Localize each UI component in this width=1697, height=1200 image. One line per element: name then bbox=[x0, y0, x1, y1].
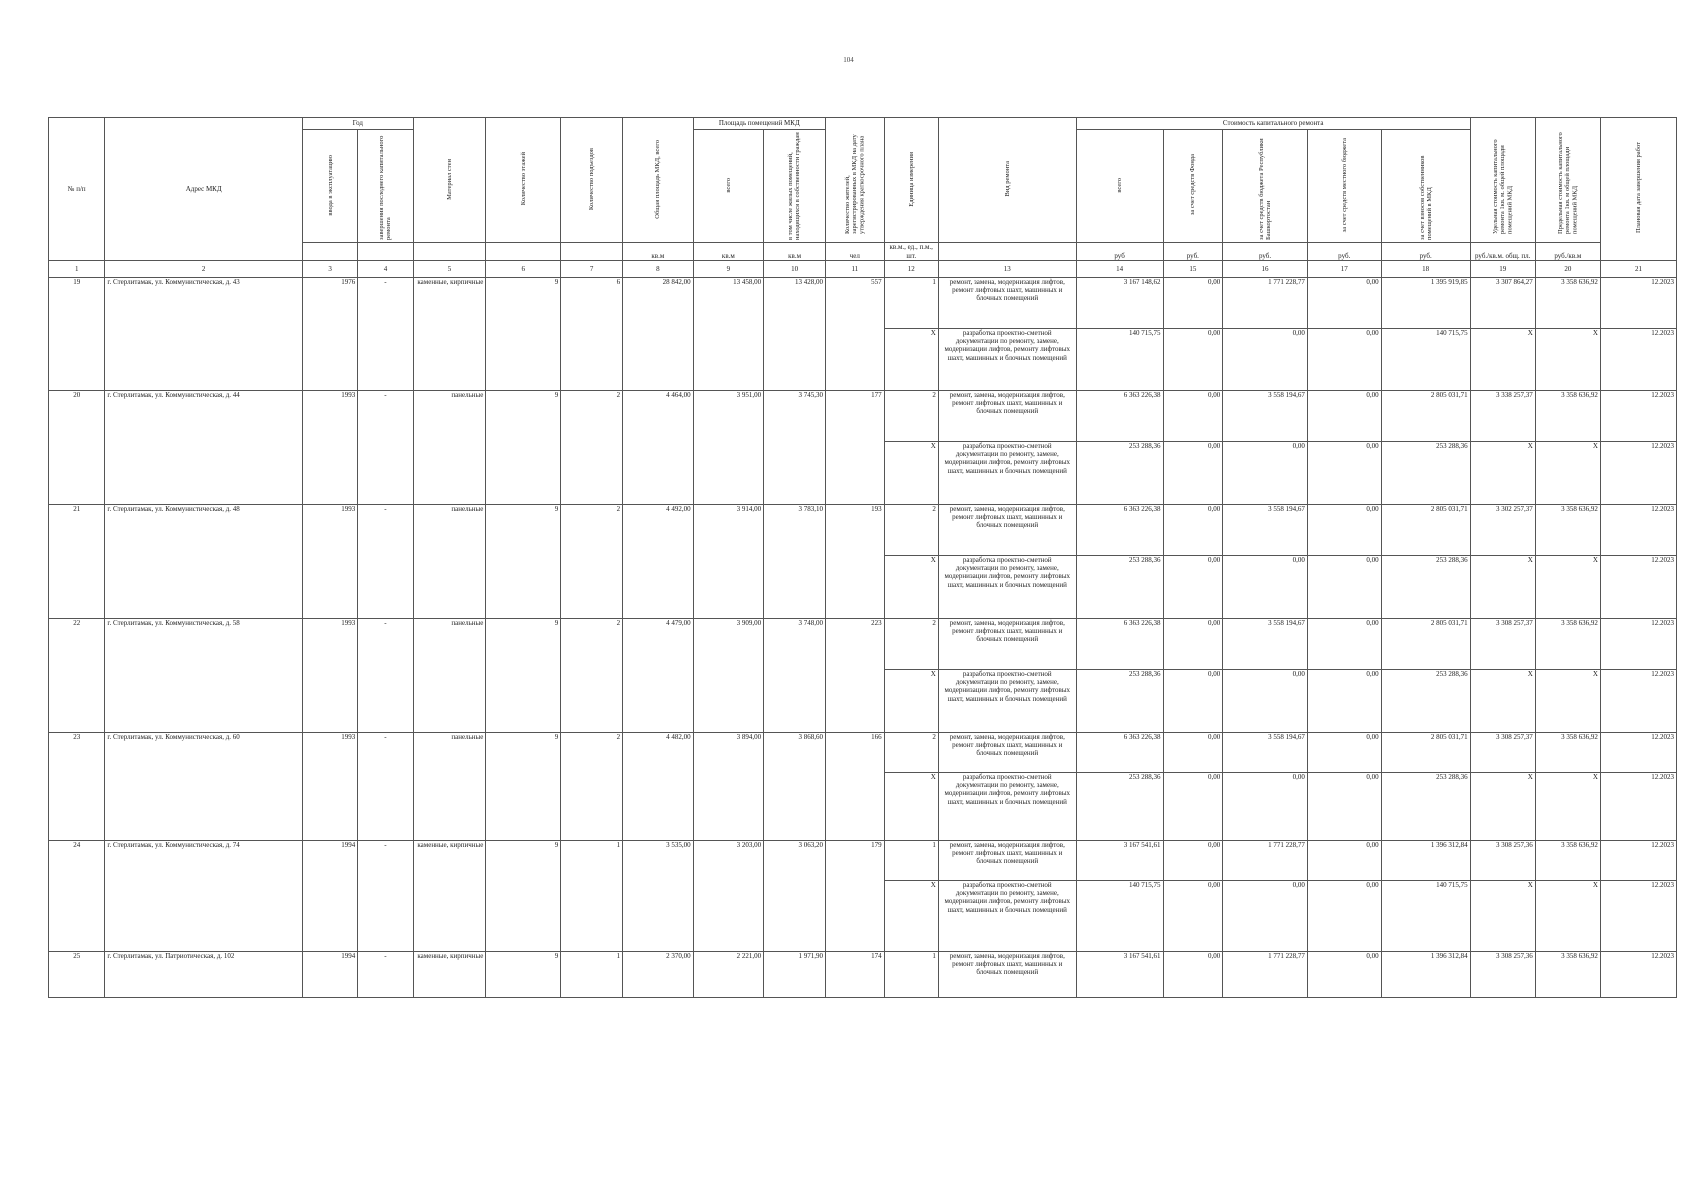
cost-republic-cell: 1 771 228,77 bbox=[1223, 277, 1308, 328]
cost-fund-cell: 0,00 bbox=[1163, 277, 1223, 328]
col-index: 13 bbox=[938, 260, 1076, 277]
residents-cell: 223 bbox=[826, 618, 885, 732]
unit-measure: кв.м., ед., п.м., шт. bbox=[884, 243, 938, 261]
work-type-cell: ремонт, замена, модернизация лифтов, ремонт лифтовых шахт, машинных и блочных помещений bbox=[938, 840, 1076, 880]
max-cost-cell: 3 358 636,92 bbox=[1535, 277, 1600, 328]
deadline-cell: 12.2023 bbox=[1600, 328, 1676, 390]
col-index: 18 bbox=[1381, 260, 1470, 277]
cost-owners-cell: 2 805 031,71 bbox=[1381, 732, 1470, 772]
material-cell: каменные, кирпичные bbox=[413, 840, 486, 951]
owned-area-cell: 3 745,30 bbox=[764, 390, 826, 504]
work-type-cell: ремонт, замена, модернизация лифтов, ремонт лифтовых шахт, машинных и блочных помещений bbox=[938, 277, 1076, 328]
quantity-cell: 1 bbox=[884, 277, 938, 328]
max-cost-cell: X bbox=[1535, 669, 1600, 732]
residents-cell: 166 bbox=[826, 732, 885, 840]
unit-cost-local: руб. bbox=[1307, 243, 1381, 261]
table-row bbox=[49, 390, 1677, 441]
premises-cell: 3 894,00 bbox=[693, 732, 764, 840]
cost-republic-cell: 0,00 bbox=[1223, 555, 1308, 618]
cost-local-cell: 0,00 bbox=[1307, 840, 1381, 880]
address-cell: г. Стерлитамак, ул. Коммунистическая, д. 44 bbox=[105, 390, 303, 504]
header-cost-owners: за счет взносов собственников помещений в МКД bbox=[1381, 130, 1470, 243]
entrances-cell: 2 bbox=[561, 618, 623, 732]
table-row bbox=[49, 732, 1677, 772]
max-cost-cell: 3 358 636,92 bbox=[1535, 618, 1600, 669]
col-index: 19 bbox=[1470, 260, 1535, 277]
unit-premises: кв.м bbox=[693, 243, 764, 261]
quantity-cell: 2 bbox=[884, 390, 938, 441]
unit-cost-cell: 3 338 257,37 bbox=[1470, 390, 1535, 441]
cost-local-cell: 0,00 bbox=[1307, 880, 1381, 951]
deadline-cell: 12.2023 bbox=[1600, 840, 1676, 880]
header-cost-group: Стоимость капитального ремонта bbox=[1076, 118, 1470, 130]
header-premises-total: всего bbox=[693, 130, 764, 243]
cost-fund-cell: 0,00 bbox=[1163, 732, 1223, 772]
unit-year-repair bbox=[358, 243, 413, 261]
cost-local-cell: 0,00 bbox=[1307, 277, 1381, 328]
cost-local-cell: 0,00 bbox=[1307, 951, 1381, 997]
page-number: 104 bbox=[843, 56, 854, 64]
header-entrances: Количество подъездов bbox=[561, 118, 623, 243]
entrances-cell: 2 bbox=[561, 504, 623, 618]
unit-max-cost: руб./кв.м bbox=[1535, 243, 1600, 261]
cost-fund-cell: 0,00 bbox=[1163, 772, 1223, 840]
row-number: 22 bbox=[49, 618, 105, 732]
entrances-cell: 1 bbox=[561, 951, 623, 997]
cost-republic-cell: 3 558 194,67 bbox=[1223, 504, 1308, 555]
cost-total-cell: 140 715,75 bbox=[1076, 880, 1163, 951]
col-index: 5 bbox=[413, 260, 486, 277]
cost-republic-cell: 1 771 228,77 bbox=[1223, 840, 1308, 880]
deadline-cell: 12.2023 bbox=[1600, 772, 1676, 840]
col-index: 12 bbox=[884, 260, 938, 277]
table-body bbox=[49, 277, 1677, 997]
quantity-cell: 1 bbox=[884, 840, 938, 880]
quantity-cell: 2 bbox=[884, 504, 938, 555]
entrances-cell: 2 bbox=[561, 732, 623, 840]
year-repair-cell: - bbox=[358, 840, 413, 951]
work-type-cell: разработка проектно-сметной документации по ремонту, замене, модернизации лифтов, ремонту лифтовых шахт, машинных и блочных помещений bbox=[938, 669, 1076, 732]
premises-cell: 3 951,00 bbox=[693, 390, 764, 504]
work-type-cell: разработка проектно-сметной документации по ремонту, замене, модернизации лифтов, ремонту лифтовых шахт, машинных и блочных помещений bbox=[938, 880, 1076, 951]
quantity-cell: X bbox=[884, 441, 938, 504]
unit-cost-cell: 3 308 257,37 bbox=[1470, 618, 1535, 669]
max-cost-cell: X bbox=[1535, 880, 1600, 951]
material-cell: каменные, кирпичные bbox=[413, 951, 486, 997]
deadline-cell: 12.2023 bbox=[1600, 951, 1676, 997]
header-unit-cost: Удельная стоимость капитального ремонта 1кв. м. общей площади помещений МКД bbox=[1470, 118, 1535, 243]
cost-local-cell: 0,00 bbox=[1307, 732, 1381, 772]
col-index: 14 bbox=[1076, 260, 1163, 277]
unit-cost-owners: руб. bbox=[1381, 243, 1470, 261]
owned-area-cell: 3 868,60 bbox=[764, 732, 826, 840]
unit-cost-cell: 3 308 257,36 bbox=[1470, 840, 1535, 880]
cost-owners-cell: 253 288,36 bbox=[1381, 441, 1470, 504]
header-cost-local: за счет средств местного бюджета bbox=[1307, 130, 1381, 243]
unit-cost-cell: 3 307 864,27 bbox=[1470, 277, 1535, 328]
unit-cost-cell: X bbox=[1470, 880, 1535, 951]
col-index: 21 bbox=[1600, 260, 1676, 277]
year-repair-cell: - bbox=[358, 277, 413, 390]
row-number: 19 bbox=[49, 277, 105, 390]
owned-area-cell: 13 428,00 bbox=[764, 277, 826, 390]
cost-owners-cell: 140 715,75 bbox=[1381, 328, 1470, 390]
table-row bbox=[49, 277, 1677, 328]
total-area-cell: 4 482,00 bbox=[623, 732, 694, 840]
work-type-cell: ремонт, замена, модернизация лифтов, ремонт лифтовых шахт, машинных и блочных помещений bbox=[938, 732, 1076, 772]
cost-owners-cell: 2 805 031,71 bbox=[1381, 390, 1470, 441]
header-year-last-repair: завершения последнего капитального ремонта bbox=[358, 130, 413, 243]
unit-cost-republic: руб. bbox=[1223, 243, 1308, 261]
cost-republic-cell: 3 558 194,67 bbox=[1223, 732, 1308, 772]
cost-total-cell: 6 363 226,38 bbox=[1076, 504, 1163, 555]
total-area-cell: 4 479,00 bbox=[623, 618, 694, 732]
cost-owners-cell: 253 288,36 bbox=[1381, 669, 1470, 732]
repair-plan-table-wrapper bbox=[48, 117, 1677, 998]
col-index: 9 bbox=[693, 260, 764, 277]
cost-local-cell: 0,00 bbox=[1307, 390, 1381, 441]
premises-cell: 2 221,00 bbox=[693, 951, 764, 997]
deadline-cell: 12.2023 bbox=[1600, 277, 1676, 328]
unit-area: кв.м bbox=[623, 243, 694, 261]
address-cell: г. Стерлитамак, ул. Коммунистическая, д. 74 bbox=[105, 840, 303, 951]
work-type-cell: ремонт, замена, модернизация лифтов, ремонт лифтовых шахт, машинных и блочных помещений bbox=[938, 504, 1076, 555]
quantity-cell: X bbox=[884, 772, 938, 840]
address-cell: г. Стерлитамак, ул. Коммунистическая, д. 48 bbox=[105, 504, 303, 618]
cost-total-cell: 140 715,75 bbox=[1076, 328, 1163, 390]
max-cost-cell: X bbox=[1535, 441, 1600, 504]
cost-fund-cell: 0,00 bbox=[1163, 669, 1223, 732]
cost-fund-cell: 0,00 bbox=[1163, 504, 1223, 555]
unit-entrances bbox=[561, 243, 623, 261]
address-cell: г. Стерлитамак, ул. Патриотическая, д. 102 bbox=[105, 951, 303, 997]
year-built-cell: 1976 bbox=[302, 277, 357, 390]
col-index: 7 bbox=[561, 260, 623, 277]
cost-total-cell: 3 167 148,62 bbox=[1076, 277, 1163, 328]
cost-fund-cell: 0,00 bbox=[1163, 555, 1223, 618]
cost-total-cell: 6 363 226,38 bbox=[1076, 732, 1163, 772]
max-cost-cell: 3 358 636,92 bbox=[1535, 504, 1600, 555]
material-cell: панельные bbox=[413, 618, 486, 732]
residents-cell: 177 bbox=[826, 390, 885, 504]
col-index: 4 bbox=[358, 260, 413, 277]
deadline-cell: 12.2023 bbox=[1600, 555, 1676, 618]
cost-owners-cell: 2 805 031,71 bbox=[1381, 504, 1470, 555]
header-year-group: Год bbox=[302, 118, 413, 130]
cost-total-cell: 3 167 541,61 bbox=[1076, 951, 1163, 997]
unit-work bbox=[938, 243, 1076, 261]
year-built-cell: 1993 bbox=[302, 504, 357, 618]
cost-republic-cell: 0,00 bbox=[1223, 880, 1308, 951]
col-index: 15 bbox=[1163, 260, 1223, 277]
header-premises-owned: в том числе жилых помещений, находящихся в собственности граждан bbox=[764, 130, 826, 243]
premises-cell: 13 458,00 bbox=[693, 277, 764, 390]
deadline-cell: 12.2023 bbox=[1600, 618, 1676, 669]
deadline-cell: 12.2023 bbox=[1600, 732, 1676, 772]
address-cell: г. Стерлитамак, ул. Коммунистическая, д. 60 bbox=[105, 732, 303, 840]
cost-republic-cell: 1 771 228,77 bbox=[1223, 951, 1308, 997]
unit-year-built bbox=[302, 243, 357, 261]
header-address: Адрес МКД bbox=[105, 118, 303, 261]
cost-republic-cell: 0,00 bbox=[1223, 772, 1308, 840]
floors-cell: 9 bbox=[486, 504, 561, 618]
cost-republic-cell: 3 558 194,67 bbox=[1223, 390, 1308, 441]
col-index: 20 bbox=[1535, 260, 1600, 277]
max-cost-cell: 3 358 636,92 bbox=[1535, 732, 1600, 772]
deadline-cell: 12.2023 bbox=[1600, 441, 1676, 504]
unit-residents: чел bbox=[826, 243, 885, 261]
cost-local-cell: 0,00 bbox=[1307, 669, 1381, 732]
header-deadline: Плановая дата завершения работ bbox=[1600, 118, 1676, 261]
owned-area-cell: 3 783,10 bbox=[764, 504, 826, 618]
header-work-type: Вид ремонта bbox=[938, 118, 1076, 243]
quantity-cell: X bbox=[884, 328, 938, 390]
header-total-area: Общая площадь МКД, всего bbox=[623, 118, 694, 243]
cost-local-cell: 0,00 bbox=[1307, 555, 1381, 618]
quantity-cell: X bbox=[884, 669, 938, 732]
entrances-cell: 1 bbox=[561, 840, 623, 951]
cost-fund-cell: 0,00 bbox=[1163, 880, 1223, 951]
quantity-cell: X bbox=[884, 880, 938, 951]
table-row bbox=[49, 840, 1677, 880]
row-number: 24 bbox=[49, 840, 105, 951]
residents-cell: 557 bbox=[826, 277, 885, 390]
year-built-cell: 1994 bbox=[302, 840, 357, 951]
work-type-cell: ремонт, замена, модернизация лифтов, ремонт лифтовых шахт, машинных и блочных помещений bbox=[938, 951, 1076, 997]
header-floors: Количество этажей bbox=[486, 118, 561, 243]
work-type-cell: разработка проектно-сметной документации по ремонту, замене, модернизации лифтов, ремонту лифтовых шахт, машинных и блочных помещений bbox=[938, 555, 1076, 618]
cost-republic-cell: 0,00 bbox=[1223, 441, 1308, 504]
deadline-cell: 12.2023 bbox=[1600, 504, 1676, 555]
unit-unit-cost: руб./кв.м. общ. пл. bbox=[1470, 243, 1535, 261]
owned-area-cell: 3 063,20 bbox=[764, 840, 826, 951]
unit-cost-cell: 3 308 257,36 bbox=[1470, 951, 1535, 997]
cost-republic-cell: 0,00 bbox=[1223, 328, 1308, 390]
cost-local-cell: 0,00 bbox=[1307, 504, 1381, 555]
column-index-row bbox=[49, 260, 1677, 277]
quantity-cell: X bbox=[884, 555, 938, 618]
quantity-cell: 2 bbox=[884, 618, 938, 669]
cost-local-cell: 0,00 bbox=[1307, 328, 1381, 390]
total-area-cell: 4 492,00 bbox=[623, 504, 694, 618]
year-built-cell: 1993 bbox=[302, 732, 357, 840]
table-row bbox=[49, 618, 1677, 669]
floors-cell: 9 bbox=[486, 732, 561, 840]
residents-cell: 174 bbox=[826, 951, 885, 997]
owned-area-cell: 3 748,00 bbox=[764, 618, 826, 732]
row-number: 21 bbox=[49, 504, 105, 618]
header-max-cost: Предельная стоимость капитального ремонта 1кв. м общей площади помещений МКД bbox=[1535, 118, 1600, 243]
header-year-built: ввода в эксплуатацию bbox=[302, 130, 357, 243]
material-cell: панельные bbox=[413, 732, 486, 840]
cost-total-cell: 6 363 226,38 bbox=[1076, 618, 1163, 669]
total-area-cell: 28 842,00 bbox=[623, 277, 694, 390]
cost-owners-cell: 1 395 919,85 bbox=[1381, 277, 1470, 328]
repair-plan-table bbox=[48, 117, 1677, 998]
cost-local-cell: 0,00 bbox=[1307, 772, 1381, 840]
cost-fund-cell: 0,00 bbox=[1163, 840, 1223, 880]
floors-cell: 9 bbox=[486, 390, 561, 504]
residents-cell: 179 bbox=[826, 840, 885, 951]
header-unit-measure: Единица измерения bbox=[884, 118, 938, 243]
unit-cost-cell: X bbox=[1470, 555, 1535, 618]
unit-material bbox=[413, 243, 486, 261]
max-cost-cell: 3 358 636,92 bbox=[1535, 390, 1600, 441]
cost-fund-cell: 0,00 bbox=[1163, 618, 1223, 669]
material-cell: панельные bbox=[413, 504, 486, 618]
year-built-cell: 1993 bbox=[302, 618, 357, 732]
cost-fund-cell: 0,00 bbox=[1163, 390, 1223, 441]
quantity-cell: 2 bbox=[884, 732, 938, 772]
floors-cell: 9 bbox=[486, 951, 561, 997]
cost-owners-cell: 1 396 312,84 bbox=[1381, 840, 1470, 880]
cost-fund-cell: 0,00 bbox=[1163, 441, 1223, 504]
col-index: 2 bbox=[105, 260, 303, 277]
premises-cell: 3 914,00 bbox=[693, 504, 764, 618]
cost-fund-cell: 0,00 bbox=[1163, 328, 1223, 390]
total-area-cell: 2 370,00 bbox=[623, 951, 694, 997]
col-index: 10 bbox=[764, 260, 826, 277]
floors-cell: 9 bbox=[486, 277, 561, 390]
year-repair-cell: - bbox=[358, 951, 413, 997]
floors-cell: 9 bbox=[486, 618, 561, 732]
floors-cell: 9 bbox=[486, 840, 561, 951]
cost-owners-cell: 253 288,36 bbox=[1381, 555, 1470, 618]
header-cost-total: всего bbox=[1076, 130, 1163, 243]
col-index: 11 bbox=[826, 260, 885, 277]
header-premises-group: Площадь помещений МКД bbox=[693, 118, 825, 130]
entrances-cell: 2 bbox=[561, 390, 623, 504]
col-index: 6 bbox=[486, 260, 561, 277]
year-built-cell: 1993 bbox=[302, 390, 357, 504]
unit-cost-fund: руб. bbox=[1163, 243, 1223, 261]
quantity-cell: 1 bbox=[884, 951, 938, 997]
header-material: Материал стен bbox=[413, 118, 486, 243]
cost-owners-cell: 253 288,36 bbox=[1381, 772, 1470, 840]
max-cost-cell: X bbox=[1535, 328, 1600, 390]
cost-owners-cell: 2 805 031,71 bbox=[1381, 618, 1470, 669]
unit-cost-total: руб bbox=[1076, 243, 1163, 261]
premises-cell: 3 909,00 bbox=[693, 618, 764, 732]
cost-republic-cell: 3 558 194,67 bbox=[1223, 618, 1308, 669]
max-cost-cell: X bbox=[1535, 555, 1600, 618]
work-type-cell: ремонт, замена, модернизация лифтов, ремонт лифтовых шахт, машинных и блочных помещений bbox=[938, 618, 1076, 669]
work-type-cell: ремонт, замена, модернизация лифтов, ремонт лифтовых шахт, машинных и блочных помещений bbox=[938, 390, 1076, 441]
material-cell: панельные bbox=[413, 390, 486, 504]
work-type-cell: разработка проектно-сметной документации по ремонту, замене, модернизации лифтов, ремонту лифтовых шахт, машинных и блочных помещений bbox=[938, 441, 1076, 504]
cost-local-cell: 0,00 bbox=[1307, 618, 1381, 669]
header-cost-fund: за счет средств Фонда bbox=[1163, 130, 1223, 243]
row-number: 20 bbox=[49, 390, 105, 504]
cost-total-cell: 3 167 541,61 bbox=[1076, 840, 1163, 880]
deadline-cell: 12.2023 bbox=[1600, 390, 1676, 441]
col-index: 1 bbox=[49, 260, 105, 277]
cost-total-cell: 6 363 226,38 bbox=[1076, 390, 1163, 441]
table-row bbox=[49, 951, 1677, 997]
col-index: 16 bbox=[1223, 260, 1308, 277]
cost-total-cell: 253 288,36 bbox=[1076, 555, 1163, 618]
address-cell: г. Стерлитамак, ул. Коммунистическая, д. 43 bbox=[105, 277, 303, 390]
year-built-cell: 1994 bbox=[302, 951, 357, 997]
row-number: 23 bbox=[49, 732, 105, 840]
unit-cost-cell: 3 302 257,37 bbox=[1470, 504, 1535, 555]
unit-cost-cell: X bbox=[1470, 669, 1535, 732]
cost-local-cell: 0,00 bbox=[1307, 441, 1381, 504]
unit-owned: кв.м bbox=[764, 243, 826, 261]
owned-area-cell: 1 971,90 bbox=[764, 951, 826, 997]
cost-total-cell: 253 288,36 bbox=[1076, 441, 1163, 504]
address-cell: г. Стерлитамак, ул. Коммунистическая, д. 58 bbox=[105, 618, 303, 732]
total-area-cell: 4 464,00 bbox=[623, 390, 694, 504]
col-index: 17 bbox=[1307, 260, 1381, 277]
cost-republic-cell: 0,00 bbox=[1223, 669, 1308, 732]
cost-fund-cell: 0,00 bbox=[1163, 951, 1223, 997]
cost-total-cell: 253 288,36 bbox=[1076, 669, 1163, 732]
row-number: 25 bbox=[49, 951, 105, 997]
year-repair-cell: - bbox=[358, 732, 413, 840]
cost-total-cell: 253 288,36 bbox=[1076, 772, 1163, 840]
unit-cost-cell: X bbox=[1470, 772, 1535, 840]
col-index: 3 bbox=[302, 260, 357, 277]
material-cell: каменные, кирпичные bbox=[413, 277, 486, 390]
work-type-cell: разработка проектно-сметной документации по ремонту, замене, модернизации лифтов, ремонту лифтовых шахт, машинных и блочных помещений bbox=[938, 328, 1076, 390]
premises-cell: 3 203,00 bbox=[693, 840, 764, 951]
max-cost-cell: 3 358 636,92 bbox=[1535, 951, 1600, 997]
cost-owners-cell: 140 715,75 bbox=[1381, 880, 1470, 951]
max-cost-cell: 3 358 636,92 bbox=[1535, 840, 1600, 880]
cost-owners-cell: 1 396 312,84 bbox=[1381, 951, 1470, 997]
unit-cost-cell: X bbox=[1470, 328, 1535, 390]
table-row bbox=[49, 504, 1677, 555]
total-area-cell: 3 535,00 bbox=[623, 840, 694, 951]
max-cost-cell: X bbox=[1535, 772, 1600, 840]
unit-cost-cell: X bbox=[1470, 441, 1535, 504]
year-repair-cell: - bbox=[358, 504, 413, 618]
residents-cell: 193 bbox=[826, 504, 885, 618]
unit-cost-cell: 3 308 257,37 bbox=[1470, 732, 1535, 772]
unit-floors bbox=[486, 243, 561, 261]
entrances-cell: 6 bbox=[561, 277, 623, 390]
year-repair-cell: - bbox=[358, 390, 413, 504]
header-n: № п/п bbox=[49, 118, 105, 261]
year-repair-cell: - bbox=[358, 618, 413, 732]
col-index: 8 bbox=[623, 260, 694, 277]
deadline-cell: 12.2023 bbox=[1600, 669, 1676, 732]
header-residents: Количество жителей, зарегистрированных в МКД на дату утверждения краткосрочного плана bbox=[826, 118, 885, 243]
work-type-cell: разработка проектно-сметной документации по ремонту, замене, модернизации лифтов, ремонту лифтовых шахт, машинных и блочных помещений bbox=[938, 772, 1076, 840]
deadline-cell: 12.2023 bbox=[1600, 880, 1676, 951]
header-cost-republic: за счет средств бюджета Республики Башкортостан bbox=[1223, 130, 1308, 243]
